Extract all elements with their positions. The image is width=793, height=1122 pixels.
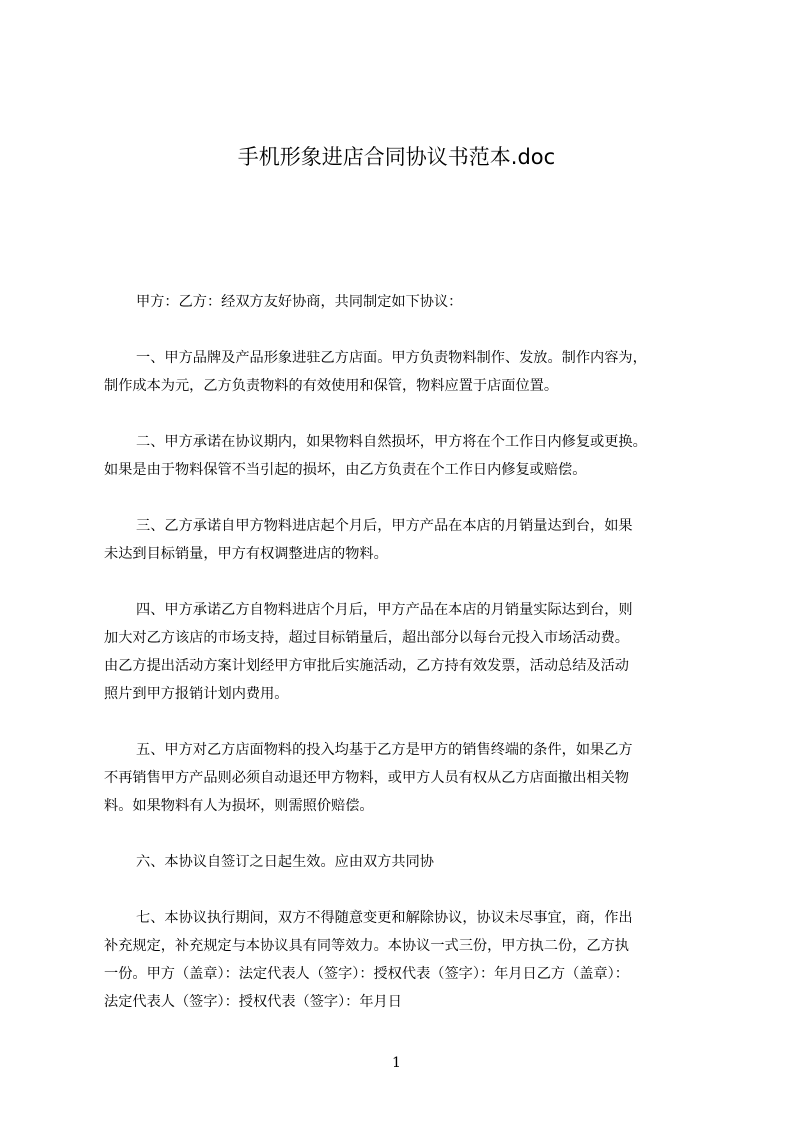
document-body: [104, 288, 702, 1016]
paragraph-line: 未达到目标销量，甲方有权调整进店的物料。: [104, 546, 388, 562]
paragraph-spacer: [104, 316, 702, 344]
paragraph-spacer: [104, 568, 702, 596]
paragraph-line: 甲方：乙方：经双方友好协商，共同制定如下协议：: [136, 294, 463, 310]
paragraph-line: 如果是由于物料保管不当引起的损坏，由乙方负责在个工作日内修复或赔偿。: [104, 462, 587, 478]
paragraph-clause-1: [104, 344, 702, 400]
paragraph-line: 料。如果物料有人为损坏，则需照价赔偿。: [104, 798, 374, 814]
paragraph-line: 加大对乙方该店的市场支持，超过目标销量后，超出部分以每台元投入市场活动费。: [104, 630, 629, 646]
paragraph-line: 法定代表人（签字）：授权代表（签字）：年月日: [104, 994, 402, 1010]
paragraph-line: 一、甲方品牌及产品形象进驻乙方店面。甲方负责物料制作、发放。制作内容为，: [136, 350, 647, 366]
page-number: 1: [392, 1055, 401, 1071]
paragraph-line: 一份。甲方（盖章）：法定代表人（签字）：授权代表（签字）：年月日乙方（盖章）：: [104, 966, 629, 982]
document-title: 手机形象进店合同协议书范本.doc: [237, 145, 556, 169]
paragraph-intro: [104, 288, 702, 316]
paragraph-spacer: [104, 400, 702, 428]
paragraph-line: 制作成本为元，乙方负责物料的有效使用和保管，物料应置于店面位置。: [104, 378, 559, 394]
paragraph-line: 由乙方提出活动方案计划经甲方审批后实施活动，乙方持有效发票，活动总结及活动: [104, 658, 629, 674]
paragraph-clause-6: [104, 848, 702, 876]
paragraph-clause-5: [104, 736, 702, 820]
paragraph-line: 补充规定，补充规定与本协议具有同等效力。本协议一式三份，甲方执二份，乙方执: [104, 938, 629, 954]
paragraph-line: 四、甲方承诺乙方自物料进店个月后，甲方产品在本店的月销量实际达到台，则: [136, 602, 633, 618]
paragraph-spacer: [104, 484, 702, 512]
paragraph-line: 六、本协议自签订之日起生效。应由双方共同协: [136, 854, 434, 870]
paragraph-line: 照片到甲方报销计划内费用。: [104, 686, 289, 702]
paragraph-line: 二、甲方承诺在协议期内，如果物料自然损坏，甲方将在个工作日内修复或更换。: [136, 434, 647, 450]
paragraph-clause-7: [104, 904, 702, 1016]
paragraph-line: 七、本协议执行期间，双方不得随意变更和解除协议，协议未尽事宜，商，作出: [136, 910, 633, 926]
paragraph-line: 三、乙方承诺自甲方物料进店起个月后，甲方产品在本店的月销量达到台，如果: [136, 518, 633, 534]
paragraph-clause-3: [104, 512, 702, 568]
paragraph-spacer: [104, 820, 702, 848]
paragraph-clause-4: [104, 596, 702, 708]
paragraph-clause-2: [104, 428, 702, 484]
paragraph-spacer: [104, 708, 702, 736]
paragraph-spacer: [104, 876, 702, 904]
paragraph-line: 不再销售甲方产品则必须自动退还甲方物料，或甲方人员有权从乙方店面撤出相关物: [104, 770, 629, 786]
paragraph-line: 五、甲方对乙方店面物料的投入均基于乙方是甲方的销售终端的条件，如果乙方: [136, 742, 633, 758]
